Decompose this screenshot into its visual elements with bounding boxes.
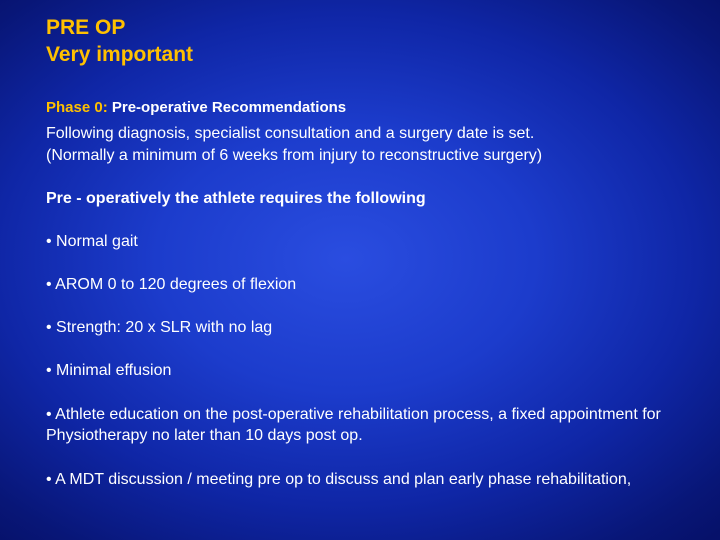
slide-title-line-1: PRE OP [46,16,126,39]
bullet-education: • Athlete education on the post-operative rehabilitation process, a fixed appointment for Physiotherapy no later than 10 days post op. [46,406,661,444]
intro-line-1: Following diagnosis, specialist consultation and a surgery date is set. [46,125,535,142]
requirements-heading: Pre - operatively the athlete requires the following [46,190,426,207]
bullet-strength: • Strength: 20 x SLR with no lag [46,319,273,336]
phase-label: Phase 0: [46,99,108,116]
bullet-mdt-discussion: • A MDT discussion / meeting pre op to discuss and plan early phase rehabilitation, [46,471,632,488]
intro-line-2: (Normally a minimum of 6 weeks from injury to reconstructive surgery) [46,147,543,164]
bullet-effusion: • Minimal effusion [46,362,172,379]
phase-heading [46,98,346,117]
bullet-normal-gait: • Normal gait [46,233,138,250]
bullet-arom: • AROM 0 to 120 degrees of flexion [46,276,297,293]
slide-title-line-2: Very important [46,43,194,66]
slide-title [46,14,193,68]
phase-name: Pre-operative Recommendations [107,99,347,116]
